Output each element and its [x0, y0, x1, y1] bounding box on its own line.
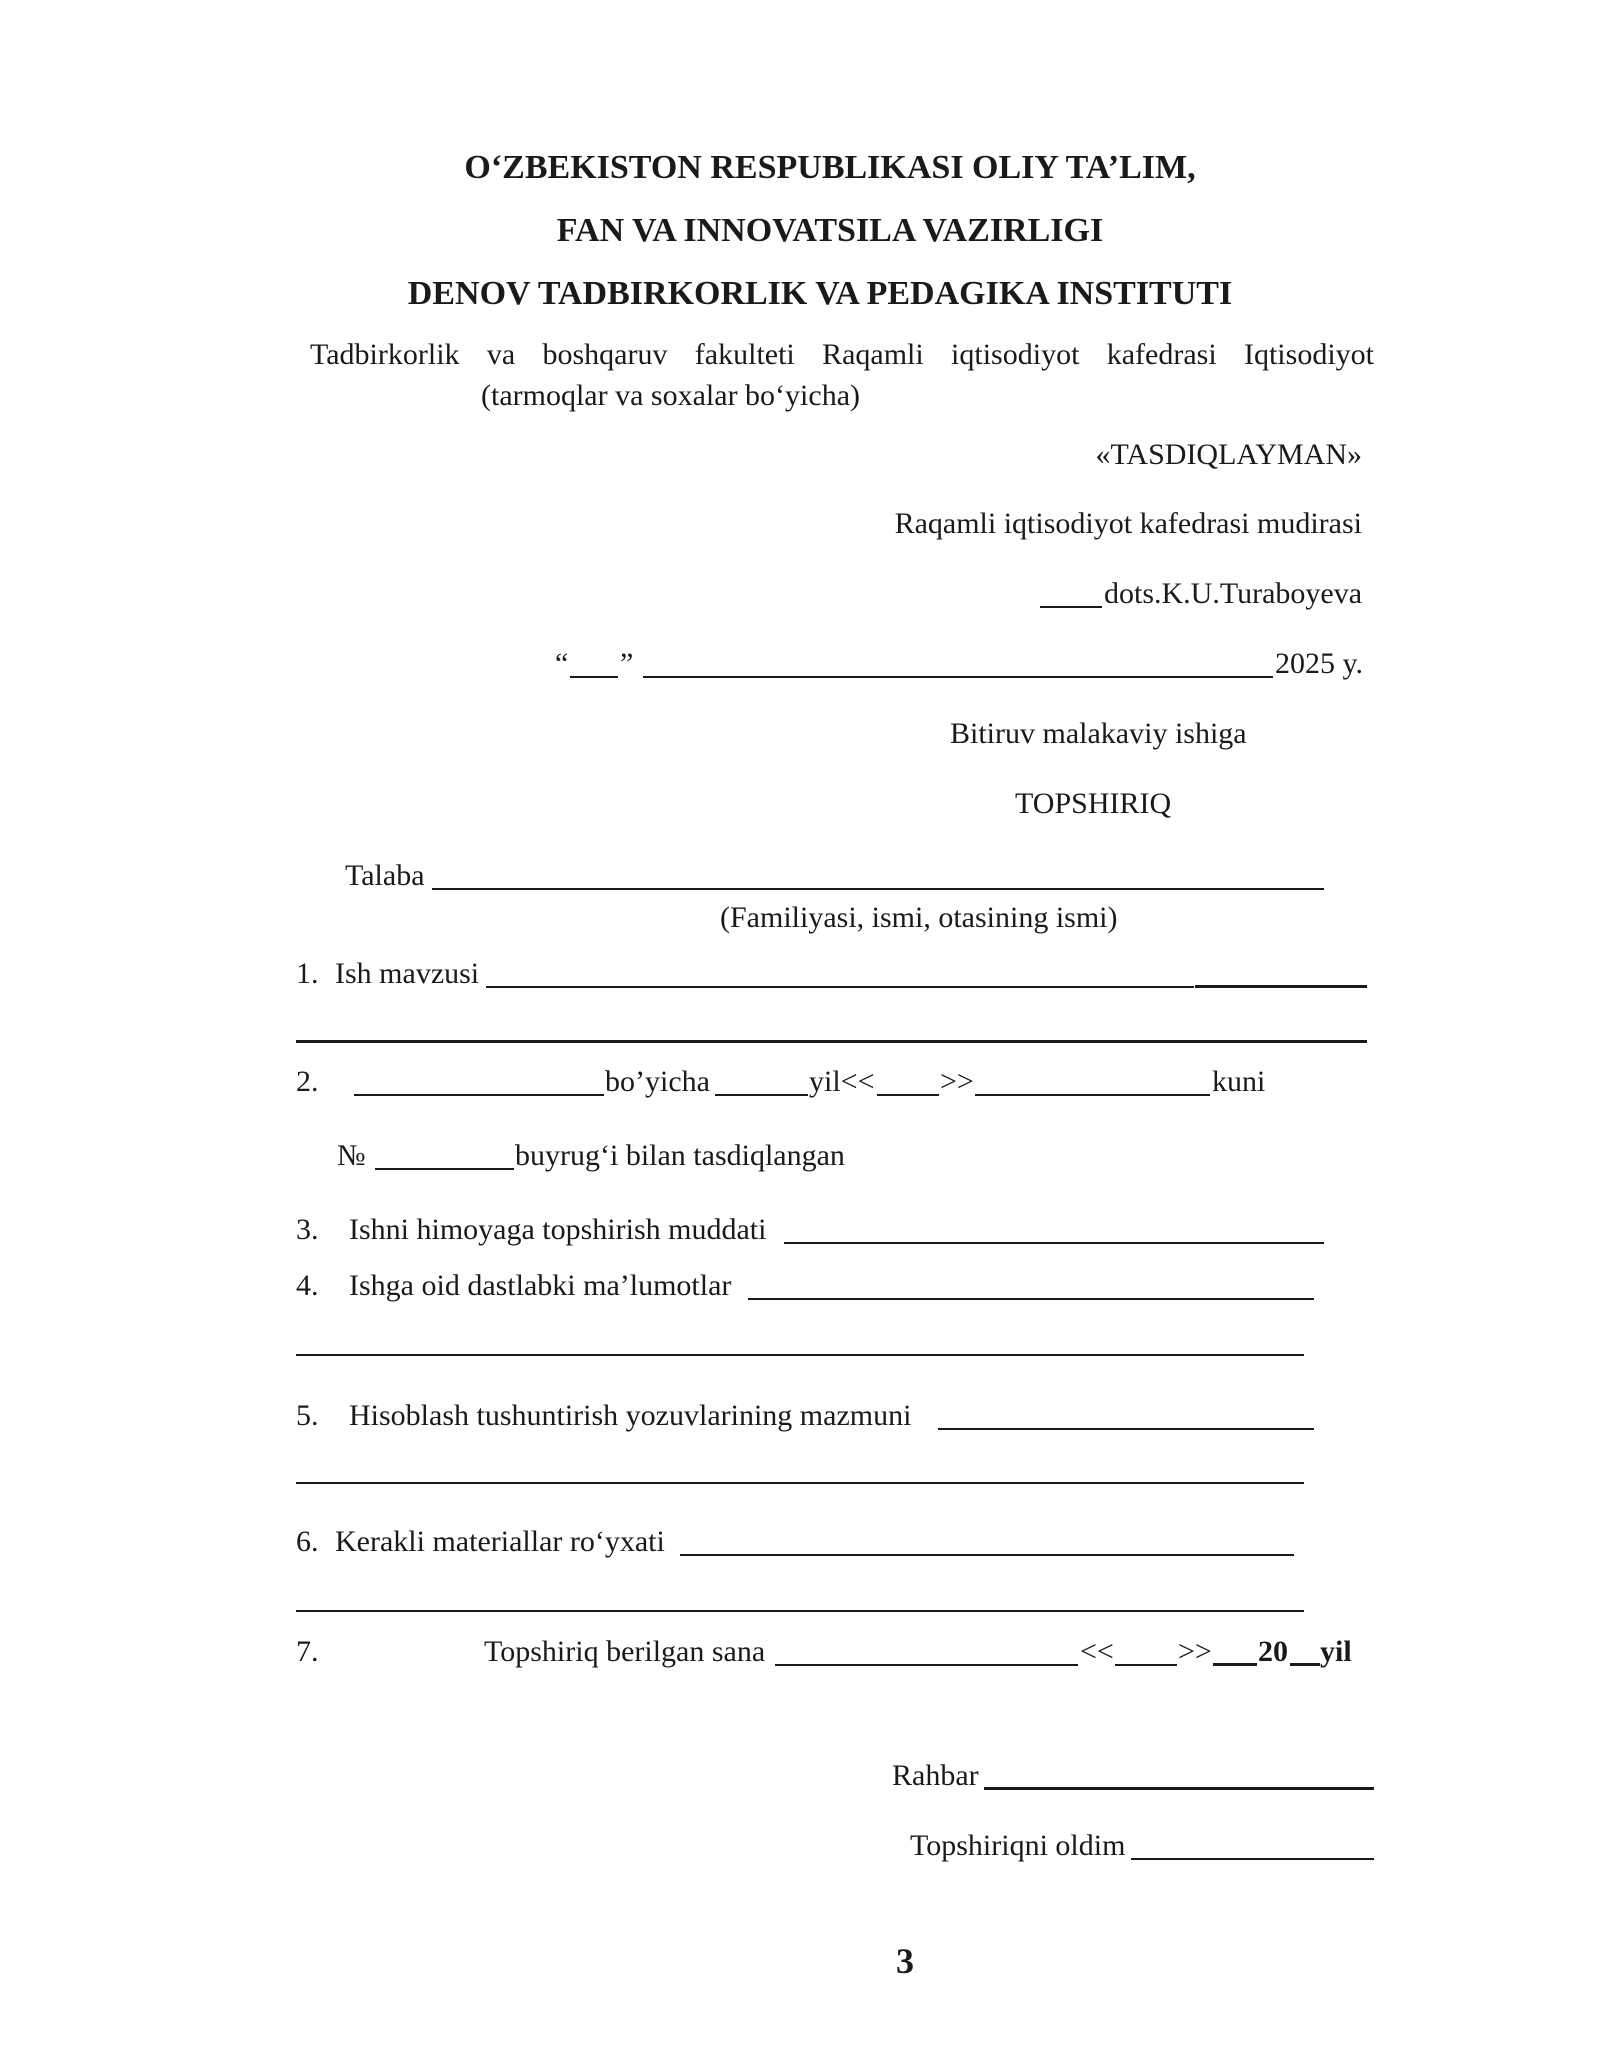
item-7-yil: yil — [1320, 1635, 1352, 1668]
institute-title: DENOV TADBIRKORLIK VA PEDAGIKA INSTITUTI — [407, 275, 1233, 312]
item-7-close: >> — [1178, 1635, 1212, 1668]
item-2-kuni: kuni — [1212, 1065, 1266, 1098]
date-close-quote: ” — [620, 647, 634, 680]
item-7-century: 20 — [1258, 1635, 1288, 1668]
item-1-number: 1. — [296, 957, 319, 990]
item-7-day-blank — [1115, 1664, 1177, 1666]
item-2-number: 2. — [296, 1065, 319, 1098]
date-day-blank — [570, 676, 618, 678]
item-2-order-text: buyrug‘i bilan tasdiqlangan — [515, 1139, 845, 1172]
item-2-close: >> — [940, 1065, 974, 1098]
item-4-blank-line2 — [296, 1354, 1304, 1356]
approval-year: 2025 y. — [1275, 647, 1364, 680]
supervisor-signature-blank — [984, 1787, 1374, 1790]
item-6-blank — [680, 1554, 1294, 1556]
faculty-line-2: (tarmoqlar va soxalar bo‘yicha) — [481, 379, 860, 412]
supervisor-label: Rahbar — [892, 1759, 979, 1792]
item-2-order-blank — [375, 1168, 514, 1170]
item-5-label: Hisoblash tushuntirish yozuvlarining mazmuni — [349, 1399, 912, 1432]
received-signature-blank — [1131, 1858, 1374, 1860]
item-2-yil: yil<< — [809, 1065, 875, 1098]
received-label: Topshiriqni oldim — [910, 1829, 1126, 1862]
item-5-blank-line2 — [296, 1482, 1304, 1484]
item-1-blank-line2 — [296, 1040, 1367, 1043]
signature-blank — [1040, 606, 1102, 608]
item-7-label: Topshiriq berilgan sana — [484, 1635, 766, 1668]
student-label: Talaba — [345, 859, 425, 892]
item-7-month-blank — [1213, 1663, 1257, 1666]
page-number: 3 — [896, 1941, 914, 1981]
item-3-label: Ishni himoyaga topshirish muddati — [349, 1213, 767, 1246]
item-4-label: Ishga oid dastlabki ma’lumotlar — [349, 1269, 732, 1302]
faculty-line: Tadbirkorlik va boshqaruv fakulteti Raqamli iqtisodiyot kafedrasi Iqtisodiyot — [310, 338, 1374, 371]
item-6-blank-line2 — [296, 1610, 1304, 1612]
approval-stamp: «TASDIQLAYMAN» — [1095, 438, 1362, 471]
item-6-label: Kerakli materiallar ro‘yxati — [335, 1525, 665, 1558]
date-open-quote: “ — [555, 647, 569, 680]
item-5-blank — [938, 1428, 1314, 1430]
item-7-open: << — [1080, 1635, 1114, 1668]
ministry-title-line2: FAN VA INNOVATSILA VAZIRLIGI — [556, 212, 1104, 249]
approver-name: dots.K.U.Turaboyeva — [1104, 577, 1363, 610]
date-month-blank — [643, 676, 1273, 678]
item-2-number-sign: № — [337, 1139, 366, 1172]
item-1-blank — [486, 986, 1194, 988]
item-4-number: 4. — [296, 1269, 319, 1302]
item-2-subject-blank — [354, 1094, 604, 1096]
item-2-year-blank — [715, 1094, 808, 1096]
document-title: TOPSHIRIQ — [1015, 787, 1172, 820]
item-7-blank — [775, 1664, 1078, 1666]
item-5-number: 5. — [296, 1399, 319, 1432]
item-3-number: 3. — [296, 1213, 319, 1246]
item-2-month-blank — [975, 1094, 1210, 1096]
item-1-blank-bold — [1195, 985, 1367, 988]
item-4-blank — [748, 1298, 1314, 1300]
student-name-blank — [432, 888, 1324, 890]
student-hint: (Familiyasi, ismi, otasining ismi) — [720, 901, 1118, 934]
approval-position: Raqamli iqtisodiyot kafedrasi mudirasi — [894, 507, 1362, 540]
item-7-year-blank — [1290, 1663, 1320, 1666]
item-7-number: 7. — [296, 1635, 319, 1668]
document-subtitle: Bitiruv malakaviy ishiga — [950, 717, 1247, 750]
item-6-number: 6. — [296, 1525, 319, 1558]
item-1-label: Ish mavzusi — [335, 957, 480, 990]
item-2-day-blank — [877, 1094, 939, 1096]
ministry-title-line1: O‘ZBEKISTON RESPUBLIKASI OLIY TA’LIM, — [464, 149, 1196, 186]
item-2-boyicha: bo’yicha — [605, 1065, 710, 1098]
item-3-blank — [784, 1242, 1324, 1244]
